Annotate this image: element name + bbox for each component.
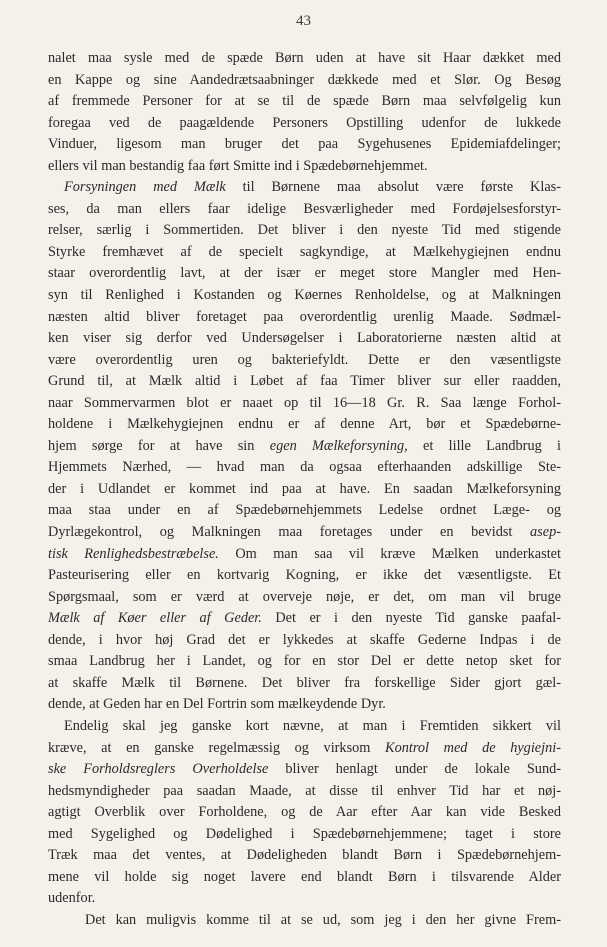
text-line (48, 220, 561, 242)
text-run: hedsmyndigheder paa saadan Maade, at disse til enhver Tid har et nøj- (48, 782, 561, 799)
text-line (48, 285, 561, 307)
text-run: kræve, at en ganske regelmæssig og virksom (48, 739, 386, 756)
text-line (48, 781, 561, 803)
text-run: Hjemmets Nærhed, — hvad man da ogsaa efterhaanden adskillige Ste- (48, 459, 561, 476)
text-run: en Kappe og sine Aandedrætsaabninger dækkede med et Slør. Og Besøg (48, 71, 561, 88)
text-run: Om man saa vil kræve Mælken underkastet (218, 545, 561, 562)
italic-text: tisk Renlighedsbestræbelse. (48, 545, 219, 562)
text-line (48, 457, 561, 479)
text-run: Spørgsmaal, som er værd at overveje nøje, er det, om man vil bruge (48, 588, 561, 605)
text-line (48, 263, 561, 285)
text-line (48, 436, 561, 458)
text-line (48, 393, 561, 415)
text-run: relser, særlig i Sommertiden. Det bliver i den nyeste Tid med stigende (48, 222, 561, 239)
text-run: maa staa under en af Spædebørnehjemmets Ledelse ordnet Læge- og (48, 502, 561, 519)
text-run: Grund til, at Mælk altid i Løbet af faa Timer bliver sur eller raadden, (48, 373, 561, 390)
text-line (48, 48, 561, 70)
text-line (48, 716, 561, 738)
text-line (48, 242, 561, 264)
text-run: naar Sommervarmen blot er naaet op til 16—18 Gr. R. Saa længe Forhol- (48, 394, 561, 411)
italic-text: ske Forholdsreglers Overholdelse (48, 761, 269, 778)
text-line (48, 608, 561, 630)
text-run: et lille Landbrug i (407, 437, 561, 454)
text-line (48, 673, 561, 695)
text-run: smaa Landbrug her i Landet, og for en stor Del er dette netop sket for (48, 653, 561, 670)
text-line (48, 759, 561, 781)
text-run: dende, at Geden har en Del Fortrin som mælkeydende Dyr. (48, 696, 386, 713)
text-line (48, 134, 561, 156)
text-run: ken viser sig derfor ved Undersøgelser i Laboratorierne næsten altid at (48, 330, 561, 347)
text-line (48, 113, 561, 135)
text-run: næsten altid bliver foretaget paa overordentlig urenlig Maade. Sødmæl- (48, 308, 561, 325)
text-line (48, 544, 561, 566)
text-line (48, 651, 561, 673)
text-run: mene vil holde sig noget lavere end blandt Børn i tilsvarende Alder (48, 868, 561, 885)
text-run: Vinduer, ligesom man bruger det paa Sygehusenes Epidemiafdelinger; (48, 136, 561, 153)
text-run: bliver henlagt under de lokale Sund- (268, 761, 561, 778)
text-line (48, 867, 561, 889)
italic-text: Mælk af Køer eller af Geder. (48, 610, 262, 627)
text-line (48, 888, 561, 910)
text-line (48, 802, 561, 824)
text-run: ses, da man ellers faar idelige Besværligheder med Fordøjelsesforstyr- (48, 200, 561, 217)
text-run: holdene i Mælkehygiejnen endnu er af denne Art, bør et Spædebørne- (48, 416, 561, 433)
text-line (48, 824, 561, 846)
text-run: agtigt Overblik over Forholdene, og de Aar efter Aar kan vide Besked (48, 804, 561, 821)
text-run: Styrke fremhævet af de specielt sagkyndige, at Mælkehygiejnen endnu (48, 243, 561, 260)
page-number: 43 (296, 13, 311, 29)
body-text (48, 48, 561, 931)
text-run: Pasteurisering eller en kortvarig Kogning, er ikke det væsentligste. Et (48, 567, 561, 584)
italic-text: Forsyningen med Mælk (64, 179, 226, 196)
text-line (48, 500, 561, 522)
text-line (48, 738, 561, 760)
text-run: der i Udlandet er kommet ind paa at have. En saadan Mælkeforsyning (48, 480, 561, 497)
text-line (48, 307, 561, 329)
text-run: at skaffe Mælk til Børnene. Det bliver fra forskellige Sider gjort gæl- (48, 674, 561, 691)
italic-text: egen Mælkeforsyning, (269, 437, 408, 454)
text-line (48, 328, 561, 350)
text-line (48, 845, 561, 867)
text-run: nalet maa sysle med de spæde Børn uden at have sit Haar dækket med (48, 50, 561, 66)
text-line (48, 522, 561, 544)
text-line (48, 630, 561, 652)
text-line (48, 414, 561, 436)
text-line (48, 565, 561, 587)
text-line (48, 371, 561, 393)
text-line (48, 910, 561, 932)
text-run: udenfor. (48, 890, 96, 907)
text-run: Det er i den nyeste Tid ganske paafal- (261, 610, 561, 627)
text-line (48, 70, 561, 92)
text-line (48, 479, 561, 501)
text-run: Endelig skal jeg ganske kort nævne, at man i Fremtiden sikkert vil (64, 717, 561, 734)
text-line (48, 694, 561, 716)
text-line (48, 350, 561, 372)
text-run: Dyrlægekontrol, og Malkningen maa foretages under en bevidst (48, 524, 531, 541)
text-line (48, 587, 561, 609)
text-run: med Sygelighed og Dødelighed i Spædebørnehjemmene; taget i store (48, 825, 561, 842)
text-run: foregaa ved de paagældende Personers Opstilling udenfor de lukkede (48, 114, 561, 131)
italic-text: asep- (530, 524, 561, 541)
text-run: dende, i hvor høj Grad det er lykkedes at skaffe Gederne Indpas i de (48, 631, 561, 648)
text-run: være overordentlig uren og bakteriefyldt. Dette er den væsentligste (48, 351, 561, 368)
text-line (48, 177, 561, 199)
text-line (48, 91, 561, 113)
text-run: Det kan muligvis komme til at se ud, som jeg i den her givne Frem- (85, 911, 561, 928)
text-line (48, 156, 561, 178)
text-run: Træk maa det ventes, at Dødeligheden blandt Børn i Spædebørnehjem- (48, 847, 561, 864)
text-run: staar overordentlig lavt, at der især er meget store Mangler med Hen- (48, 265, 561, 282)
text-run: ellers vil man bestandig faa ført Smitte ind i Spædebørnehjemmet. (48, 157, 428, 174)
text-run: til Børnene maa absolut være første Klas- (225, 179, 561, 196)
text-run: af fremmede Personer for at se til de spæde Børn maa selvfølgelig kun (48, 93, 561, 110)
italic-text: Kontrol med de hygiejni- (385, 739, 561, 756)
text-line (48, 199, 561, 221)
text-run: syn til Renlighed i Kostanden og Køernes Renholdelse, og at Malkningen (48, 287, 561, 304)
text-run: hjem sørge for at have sin (48, 437, 270, 454)
